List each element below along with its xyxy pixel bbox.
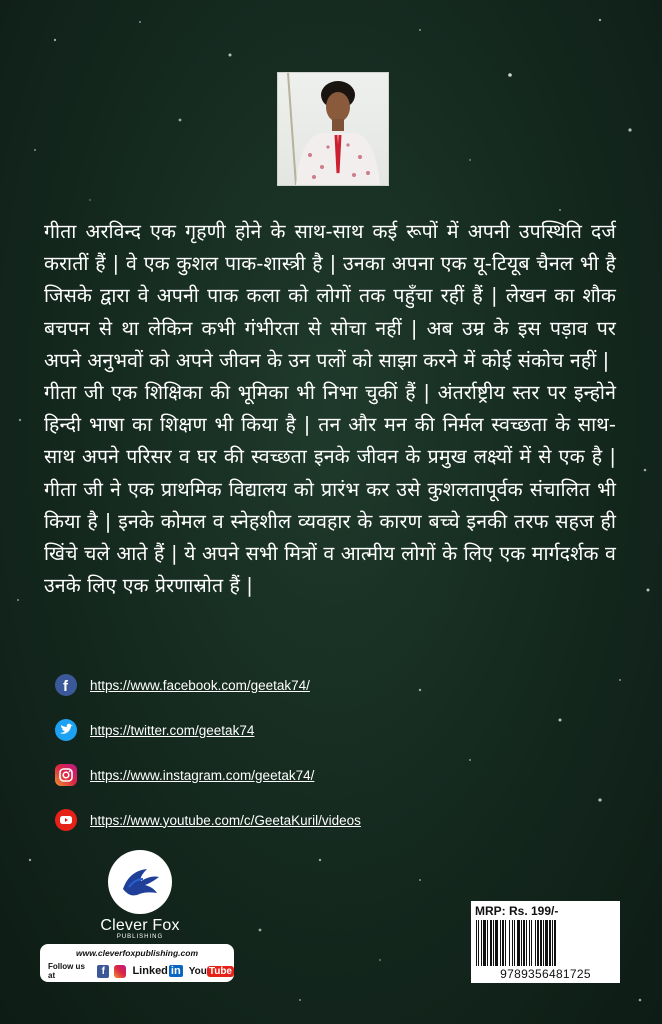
youtube-icon	[55, 809, 77, 831]
barcode-bar	[523, 920, 525, 966]
twitter-icon	[55, 719, 77, 741]
barcode-bar	[512, 920, 513, 966]
bio-paragraph: गीता अरविन्द एक गृहणी होने के साथ-साथ कई रूपों में अपनी उपस्थिति दर्ज करातीं हैं | वे एक कुशल पाक-शास्त्री है | उनका अपना एक यू-टियूब चैनल भी है जिसके द्वारा वे अपनी पाक कला को लोगों तक पहुँचा रहीं हैं | लेखन का शौक बचपन से था लेकिन कभी गंभीरता से सोचा नहीं | अब उम्र के इस पड़ाव पर अपने अनुभवों को अपने जीवन के उन पलों को साझा करने में कोई संकोच नहीं |	[44, 220, 616, 372]
barcode-bar	[537, 920, 539, 966]
publisher-subtitle: PUBLISHING	[116, 934, 164, 940]
linkedin-text: Linked	[132, 965, 168, 977]
barcode-bar	[509, 920, 510, 966]
barcode-bar	[529, 920, 530, 966]
author-bio	[44, 216, 616, 602]
barcode-bar	[505, 920, 506, 966]
follow-label: Follow us at	[48, 962, 85, 980]
barcode-bar	[487, 920, 488, 966]
barcode-bar	[552, 920, 553, 966]
youtube-text-b: Tube	[208, 965, 232, 977]
facebook-badge-icon: f	[97, 965, 109, 978]
barcode-bar	[476, 920, 477, 966]
bio-paragraph: गीता जी एक शिक्षिका की भूमिका भी निभा चुकीं हैं | अंतर्राष्ट्रीय स्तर पर इन्होने हिन्दी भाषा का शिक्षण भी किया है | तन और मन की निर्मल स्वच्छता के साथ-साथ अपने परिसर व घर की स्वच्छता इनके जीवन के प्रमुख लक्ष्यों में से एक है | गीता जी ने एक प्राथमिक विद्यालय को प्रारंभ कर उसे कुशलतापूर्वक संचालित भी किया है | इनके कोमल व स्नेहशील व्यवहार के कारण बच्चे इनकी तरफ सहज ही खिंचे चले आते हैं | ये अपने सभी मित्रों व आत्मीय लोगों के लिए एक मार्गदर्शक व उनके लिए एक प्रेरणास्रोत हैं |	[44, 381, 616, 598]
price-label: MRP: Rs. 199/-	[475, 904, 559, 918]
barcode-bar	[535, 920, 536, 966]
facebook-icon	[55, 674, 77, 696]
isbn-number: 9789356481725	[500, 967, 591, 981]
barcode	[476, 920, 615, 966]
barcode-bar	[531, 920, 532, 966]
instagram-link[interactable]: https://www.instagram.com/geetak74/	[90, 767, 315, 783]
linkedin-badge-icon	[132, 965, 182, 977]
instagram-badge-icon	[114, 965, 126, 978]
barcode-bar	[517, 920, 520, 966]
publisher-logo	[86, 849, 194, 940]
youtube-badge-icon	[189, 966, 234, 977]
author-photo	[277, 72, 389, 186]
barcode-bar	[495, 920, 498, 966]
facebook-link-row	[55, 674, 310, 696]
youtube-text-a: You	[188, 965, 207, 977]
barcode-bar	[481, 920, 482, 966]
follow-us-row	[48, 962, 234, 980]
barcode-bar	[500, 920, 501, 966]
svg-text:f: f	[63, 678, 68, 695]
barcode-bar	[514, 920, 515, 966]
barcode-bar	[526, 920, 527, 966]
publisher-name: Clever Fox	[100, 917, 180, 934]
twitter-link[interactable]: https://twitter.com/geetak74	[90, 722, 255, 738]
barcode-bar	[545, 920, 548, 966]
twitter-link-row	[55, 719, 254, 741]
barcode-bar	[543, 920, 544, 966]
publisher-website: www.cleverfoxpublishing.com	[75, 948, 198, 958]
instagram-icon	[55, 764, 77, 786]
barcode-bar	[554, 920, 556, 966]
linkedin-in: in	[170, 965, 181, 977]
barcode-bar	[502, 920, 504, 966]
barcode-bar	[493, 920, 494, 966]
instagram-link-row	[55, 764, 314, 786]
publisher-social-box	[40, 944, 234, 982]
barcode-bar	[483, 920, 486, 966]
barcode-box	[471, 901, 620, 983]
barcode-bar	[549, 920, 551, 966]
barcode-bar	[490, 920, 492, 966]
barcode-bar	[478, 920, 479, 966]
fox-logo-icon	[107, 849, 173, 915]
facebook-link[interactable]: https://www.facebook.com/geetak74/	[90, 677, 310, 693]
barcode-bar	[540, 920, 542, 966]
youtube-link[interactable]: https://www.youtube.com/c/GeetaKuril/videos	[90, 812, 361, 828]
barcode-bar	[521, 920, 522, 966]
youtube-link-row	[55, 809, 361, 831]
